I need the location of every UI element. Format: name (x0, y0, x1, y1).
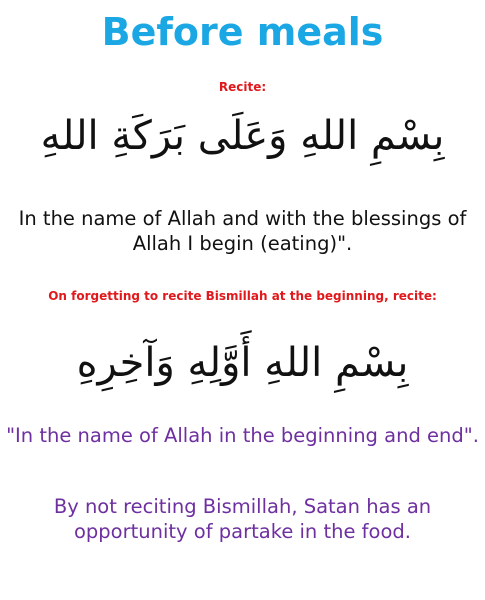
forgetting-instruction-label: On forgetting to recite Bismillah at the beginning, recite: (48, 289, 437, 303)
forgetting-dua-translation: "In the name of Allah in the beginning and end". (6, 424, 479, 447)
recite-label: Recite: (218, 80, 267, 94)
satan-note: By not reciting Bismillah, Satan has an opportunity of partake in the food. (53, 495, 432, 543)
arabic-dua-forgetting: بِسْمِ اللهِ أَوَّلِهِ وَآخِرِهِ (76, 340, 409, 386)
dua-translation: In the name of Allah and with the blessings of Allah I begin (eating)". (18, 207, 467, 255)
page-title: Before meals (101, 10, 384, 54)
arabic-dua-bismillah: بِسْمِ اللهِ وَعَلَى بَرَكَةِ اللهِ (40, 113, 445, 159)
